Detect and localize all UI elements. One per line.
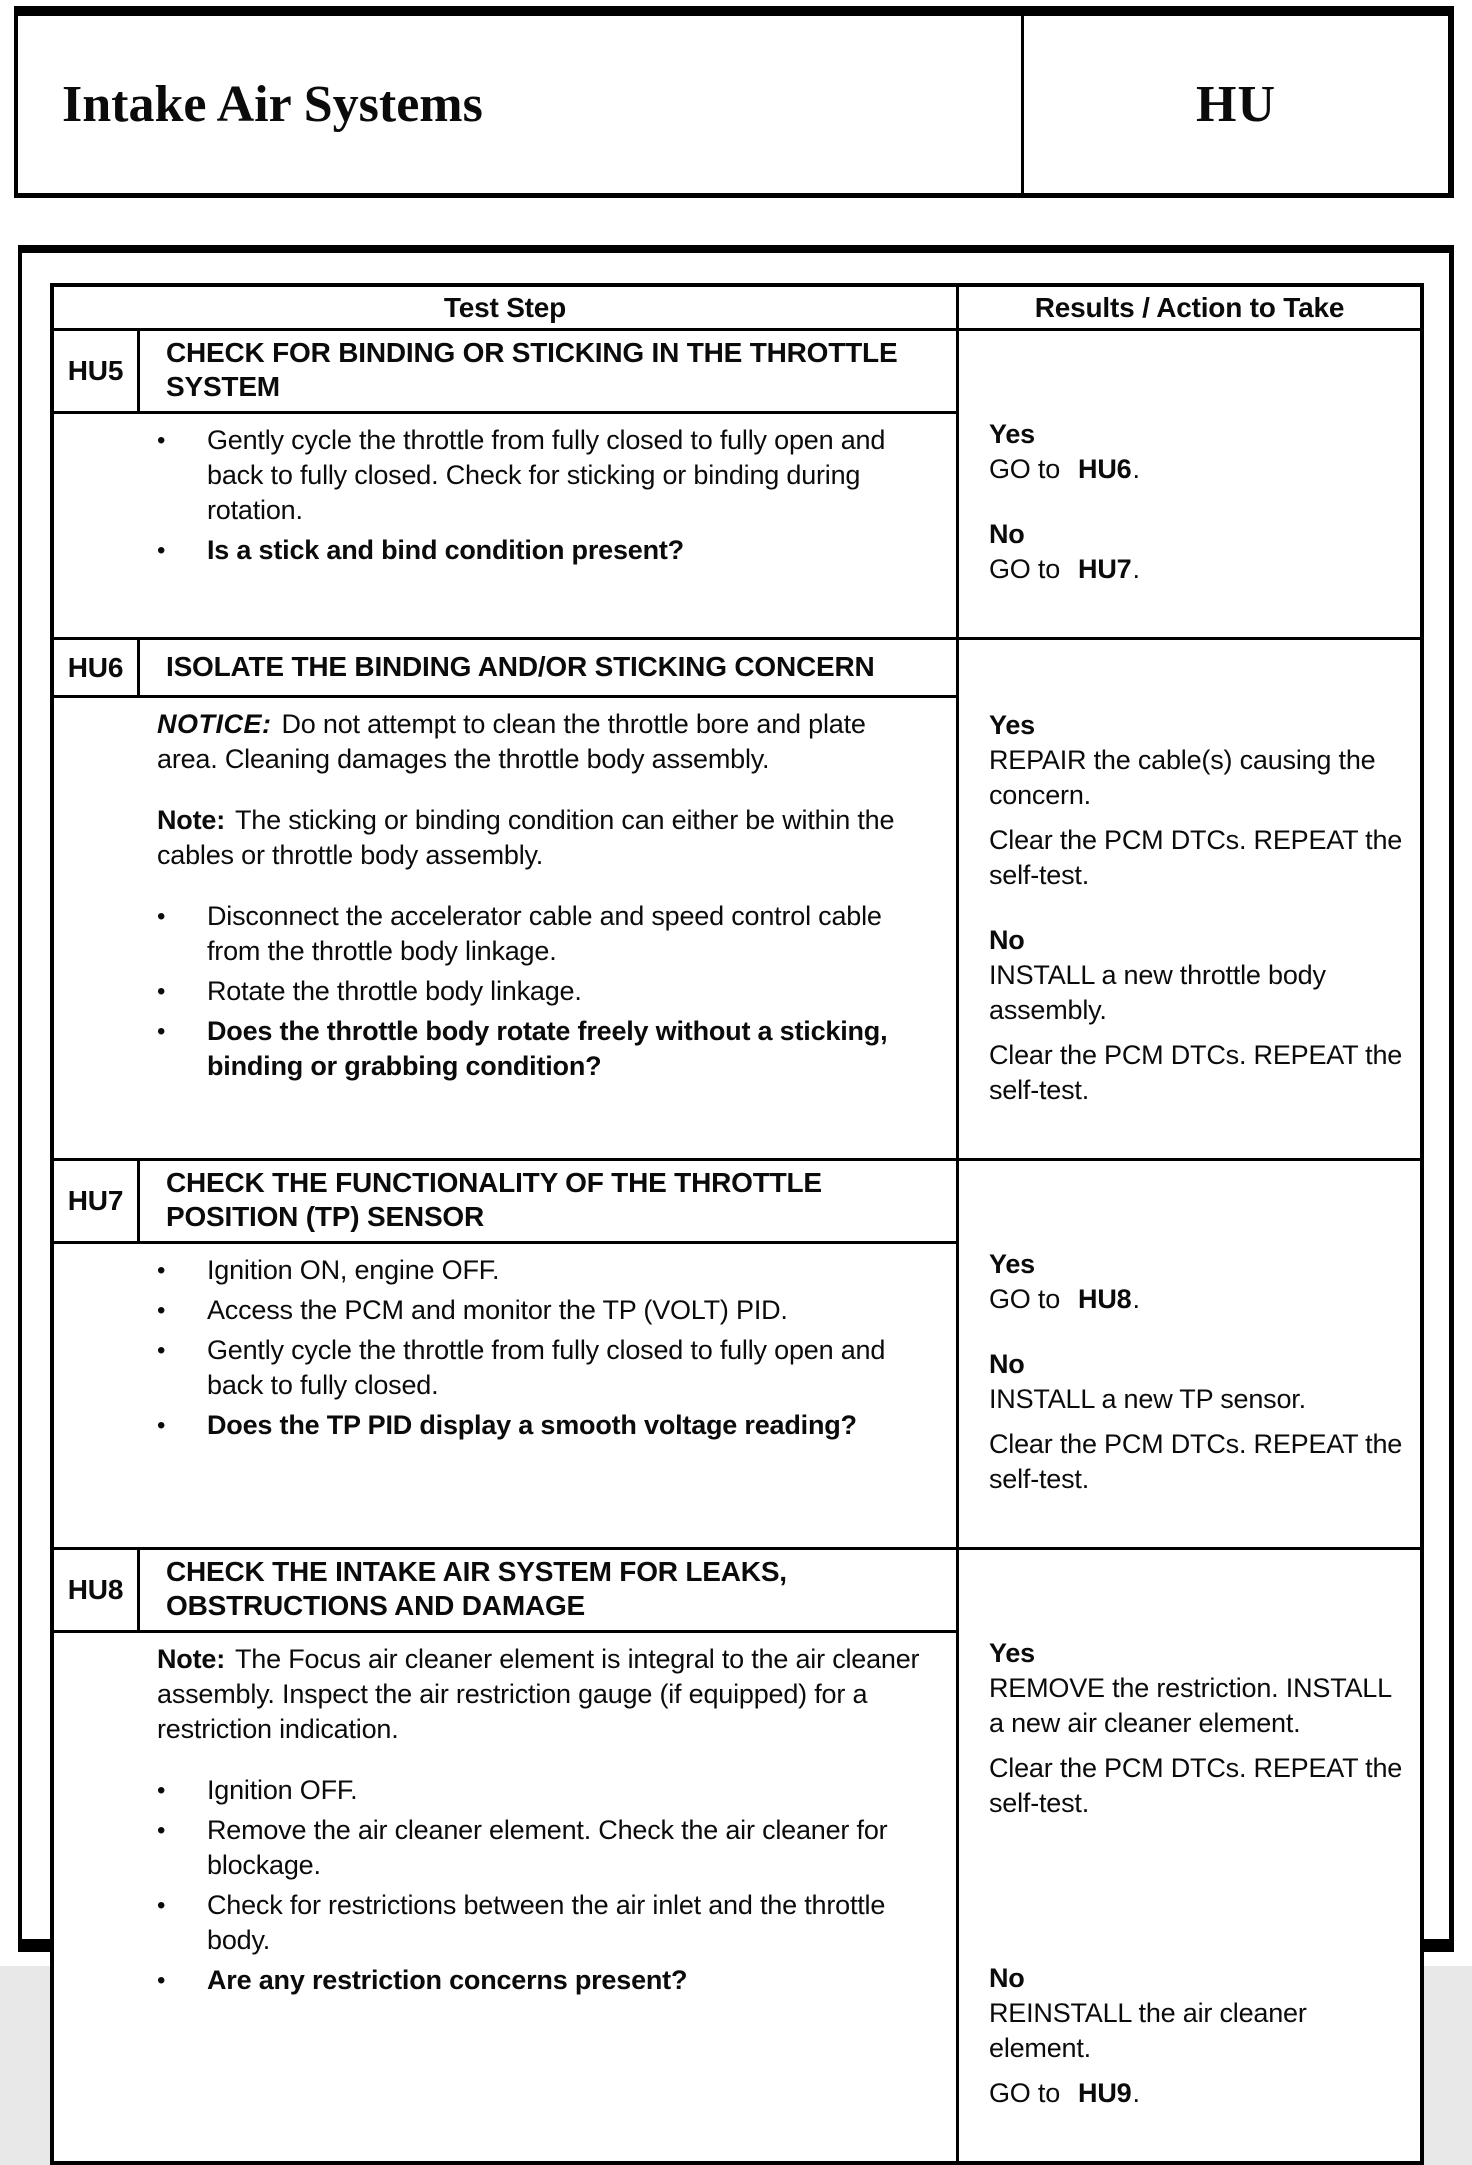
question-text: Are any restriction concerns present? <box>207 1965 688 1995</box>
goto-suffix: . <box>1132 554 1140 584</box>
instruction-text: Disconnect the accelerator cable and speed control cable from the throttle body linkage. <box>207 901 882 966</box>
step-question <box>157 533 924 568</box>
result-label-no: No <box>989 1349 1025 1379</box>
section-code-cell <box>1024 16 1448 193</box>
step-id: HU8 <box>54 1550 140 1630</box>
result-action: Clear the PCM DTCs. REPEAT the self-test. <box>989 825 1403 890</box>
result-yes-group <box>989 417 1408 487</box>
instruction-text: Check for restrictions between the air inlet and the throttle body. <box>207 1890 886 1955</box>
instruction-item <box>157 1293 924 1328</box>
instruction-item <box>157 1773 924 1808</box>
result-yes-group <box>989 1636 1408 1821</box>
page-title-cell <box>18 16 1024 193</box>
step-title: CHECK THE FUNCTIONALITY OF THE THROTTLE POSITION (TP) SENSOR <box>166 1167 822 1232</box>
instruction-item <box>157 1333 924 1403</box>
result-action <box>989 1282 1408 1317</box>
result-action: REINSTALL the air cleaner element. <box>989 1998 1307 2063</box>
result-no-group <box>989 1961 1408 2111</box>
section-code: HU <box>1196 76 1276 133</box>
test-step-hu5 <box>54 331 1420 640</box>
instruction-item <box>157 1813 924 1883</box>
result-action: INSTALL a new throttle body assembly. <box>989 960 1326 1025</box>
goto-suffix: . <box>1132 454 1140 484</box>
bullet-icon: • <box>157 1257 166 1284</box>
result-label-yes: Yes <box>989 710 1035 740</box>
result-action: Clear the PCM DTCs. REPEAT the self-test. <box>989 1429 1403 1494</box>
instruction-list <box>157 1253 924 1443</box>
results-column <box>959 1161 1420 1547</box>
step-id: HU6 <box>54 640 140 695</box>
instruction-item <box>157 423 924 528</box>
result-action: Clear the PCM DTCs. REPEAT the self-test. <box>989 1040 1403 1105</box>
bullet-icon: • <box>157 1967 166 1994</box>
note-text: The Focus air cleaner element is integral to the air cleaner assembly. Inspect the air restriction gauge (if equipped) for a restriction indication. <box>157 1644 920 1744</box>
instruction-text: Access the PCM and monitor the TP (VOLT) PID. <box>207 1295 788 1325</box>
step-title-row <box>54 1550 956 1633</box>
goto-prefix: GO to <box>989 454 1061 484</box>
step-title: CHECK FOR BINDING OR STICKING IN THE THROTTLE SYSTEM <box>166 337 898 402</box>
result-label-yes: Yes <box>989 1638 1035 1668</box>
instruction-text: Ignition ON, engine OFF. <box>207 1255 500 1285</box>
instruction-item <box>157 1253 924 1288</box>
result-action <box>989 2076 1408 2111</box>
instruction-item <box>157 974 924 1009</box>
result-no-group <box>989 1347 1408 1497</box>
instruction-text: Gently cycle the throttle from fully closed to fully open and back to fully closed. Check for sticking or binding during rotation. <box>207 425 886 525</box>
test-step-hu6 <box>54 640 1420 1161</box>
test-step-column <box>54 640 959 1158</box>
question-text: Does the throttle body rotate freely without a sticking, binding or grabbing condition? <box>207 1016 888 1081</box>
result-label-no: No <box>989 925 1025 955</box>
result-action: INSTALL a new TP sensor. <box>989 1384 1306 1414</box>
goto-prefix: GO to <box>989 2078 1061 2108</box>
goto-suffix: . <box>1132 2078 1140 2108</box>
step-body <box>54 1633 956 2161</box>
goto-suffix: . <box>1132 1284 1140 1314</box>
step-title-row <box>54 331 956 414</box>
goto-target: HU6 <box>1078 454 1132 484</box>
bullet-icon: • <box>157 1297 166 1324</box>
step-id: HU5 <box>54 331 140 411</box>
goto-target: HU9 <box>1078 2078 1132 2108</box>
instruction-text: Gently cycle the throttle from fully closed to fully open and back to fully closed. <box>207 1335 886 1400</box>
result-label-no: No <box>989 1963 1025 1993</box>
result-action: Clear the PCM DTCs. REPEAT the self-test. <box>989 1753 1403 1818</box>
result-label-yes: Yes <box>989 419 1035 449</box>
instruction-text: Remove the air cleaner element. Check the air cleaner for blockage. <box>207 1815 888 1880</box>
test-step-column <box>54 1161 959 1547</box>
page-title: Intake Air Systems <box>62 76 483 133</box>
bullet-icon: • <box>157 427 166 454</box>
notice-text: Do not attempt to clean the throttle bore and plate area. Cleaning damages the throttle body assembly. <box>157 709 866 774</box>
instruction-list <box>157 899 924 1084</box>
note-label: Note: <box>157 1644 225 1674</box>
step-title: CHECK THE INTAKE AIR SYSTEM FOR LEAKS, OBSTRUCTIONS AND DAMAGE <box>166 1556 787 1621</box>
goto-prefix: GO to <box>989 1284 1061 1314</box>
results-column <box>959 331 1420 637</box>
note-paragraph <box>157 803 924 873</box>
step-question <box>157 1408 924 1443</box>
bullet-icon: • <box>157 537 166 564</box>
instruction-text: Rotate the throttle body linkage. <box>207 976 582 1006</box>
test-step-hu7 <box>54 1161 1420 1550</box>
result-label-yes: Yes <box>989 1249 1035 1279</box>
step-body <box>54 1244 956 1547</box>
note-text: The sticking or binding condition can either be within the cables or throttle body assembly. <box>157 805 895 870</box>
bullet-icon: • <box>157 978 166 1005</box>
result-yes-group <box>989 708 1408 893</box>
result-action: REMOVE the restriction. INSTALL a new air cleaner element. <box>989 1673 1391 1738</box>
instruction-text: Ignition OFF. <box>207 1775 358 1805</box>
bullet-icon: • <box>157 1412 166 1439</box>
pinpoint-test-table <box>50 283 1424 2165</box>
bullet-icon: • <box>157 1018 166 1045</box>
step-question <box>157 1014 924 1084</box>
test-step-column <box>54 1550 959 2161</box>
column-header-results: Results / Action to Take <box>1034 291 1345 323</box>
result-label-no: No <box>989 519 1025 549</box>
table-header-row <box>54 287 1420 331</box>
step-title-row <box>54 640 956 698</box>
column-header-test-step: Test Step <box>54 287 959 328</box>
test-step-hu8 <box>54 1550 1420 2161</box>
step-body <box>54 414 956 637</box>
bullet-icon: • <box>157 1817 166 1844</box>
result-action: REPAIR the cable(s) causing the concern. <box>989 745 1376 810</box>
instruction-list <box>157 1773 924 1998</box>
step-id: HU7 <box>54 1161 140 1241</box>
goto-target: HU7 <box>1078 554 1132 584</box>
instruction-item <box>157 899 924 969</box>
notice-label: NOTICE: <box>157 709 272 739</box>
result-action <box>989 552 1408 587</box>
test-step-column <box>54 331 959 637</box>
bullet-icon: • <box>157 1892 166 1919</box>
instruction-list <box>157 423 924 568</box>
instruction-item <box>157 1888 924 1958</box>
goto-prefix: GO to <box>989 554 1061 584</box>
result-action <box>989 452 1408 487</box>
page-header <box>14 6 1454 198</box>
step-question <box>157 1963 924 1998</box>
content-box <box>18 245 1454 2108</box>
bullet-icon: • <box>157 903 166 930</box>
results-column <box>959 640 1420 1158</box>
step-title-row <box>54 1161 956 1244</box>
notice-paragraph <box>157 707 924 777</box>
bullet-icon: • <box>157 1777 166 1804</box>
question-text: Does the TP PID display a smooth voltage reading? <box>207 1410 857 1440</box>
result-no-group <box>989 923 1408 1108</box>
goto-target: HU8 <box>1078 1284 1132 1314</box>
note-label: Note: <box>157 805 225 835</box>
result-yes-group <box>989 1247 1408 1317</box>
note-paragraph <box>157 1642 924 1747</box>
step-body <box>54 698 956 1158</box>
bullet-icon: • <box>157 1337 166 1364</box>
result-no-group <box>989 517 1408 587</box>
step-title: ISOLATE THE BINDING AND/OR STICKING CONCERN <box>166 650 875 682</box>
question-text: Is a stick and bind condition present? <box>207 535 684 565</box>
results-column <box>959 1550 1420 2161</box>
